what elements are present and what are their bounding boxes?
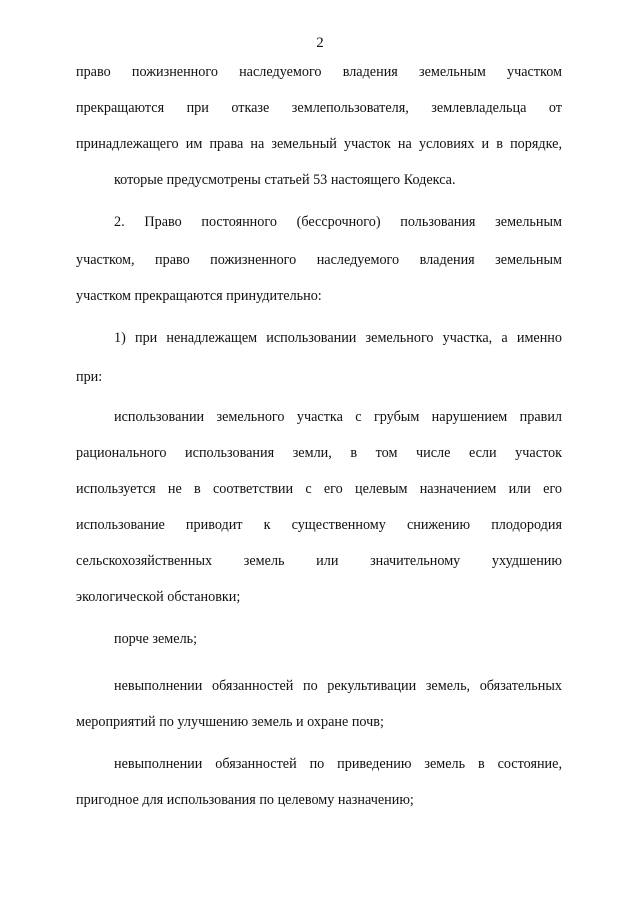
text-line: мероприятий по улучшению земель и охране почв; bbox=[76, 714, 384, 730]
text-line: участком прекращаются принудительно: bbox=[76, 288, 322, 304]
text-line: прекращаются при отказе землепользователя, землевладельца от bbox=[76, 100, 562, 116]
text-line: право пожизненного наследуемого владения земельным участком bbox=[76, 64, 562, 80]
text-line: использование приводит к существенному снижению плодородия bbox=[76, 517, 562, 533]
page-number: 2 bbox=[316, 35, 324, 51]
text-line: использовании земельного участка с грубым нарушением правил bbox=[114, 409, 562, 425]
text-line: принадлежащего им права на земельный участок на условиях и в порядке, bbox=[76, 136, 562, 152]
text-line: невыполнении обязанностей по рекультивации земель, обязательных bbox=[114, 678, 562, 694]
text-line: 1) при ненадлежащем использовании земельного участка, а именно bbox=[114, 330, 562, 346]
text-line: которые предусмотрены статьей 53 настоящего Кодекса. bbox=[114, 172, 456, 188]
text-line: 2. Право постоянного (бессрочного) пользования земельным bbox=[114, 214, 562, 230]
text-line: участком, право пожизненного наследуемого владения земельным bbox=[76, 252, 562, 268]
text-line: рационального использования земли, в том числе если участок bbox=[76, 445, 562, 461]
document-body bbox=[76, 63, 562, 810]
text-line: пригодное для использования по целевому назначению; bbox=[76, 792, 414, 808]
text-line: сельскохозяйственных земель или значительному ухудшению bbox=[76, 553, 562, 569]
text-line: экологической обстановки; bbox=[76, 589, 241, 605]
text-line: невыполнении обязанностей по приведению земель в состояние, bbox=[114, 756, 562, 772]
text-line: используется не в соответствии с его целевым назначением или его bbox=[76, 481, 562, 497]
text-line: при: bbox=[76, 369, 103, 385]
text-line: порче земель; bbox=[114, 631, 198, 647]
